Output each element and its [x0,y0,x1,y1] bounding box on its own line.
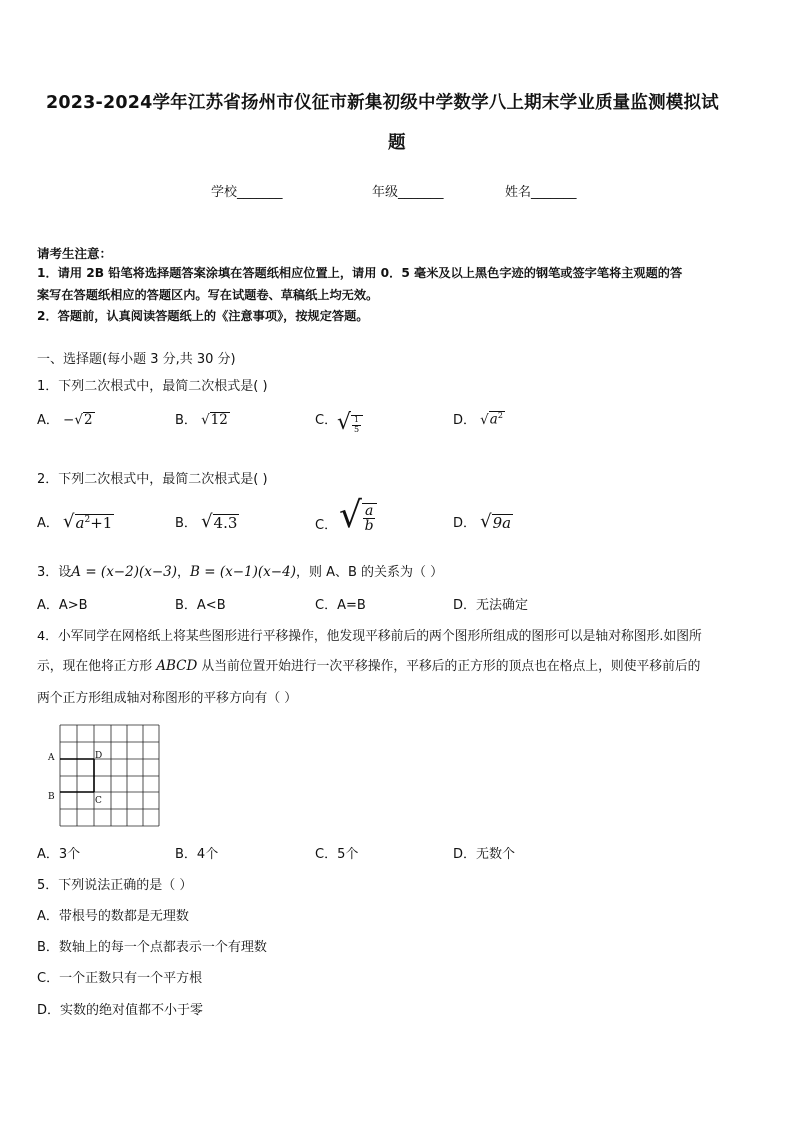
notice-item2: 2．答题前，认真阅读答题纸上的《注意事项》，按规定答题。 [37,309,369,323]
grid-lines [60,725,159,826]
q1-option-d-label: D． [453,413,477,428]
sqrt-icon: √ [74,412,83,428]
q4-grid-figure [40,720,165,830]
q1-option-a-label: A． [37,413,59,428]
q1-option-a [37,409,95,428]
notice-heading: 请考生注意： [37,246,113,261]
q2-option-b-label: B． [175,516,197,531]
q1-option-c-expr [337,412,363,434]
sqrt-icon: √ [63,511,75,532]
sqrt-icon: √ [201,412,210,428]
q3-suffix: ，则 A、B 的关系为（ ） [295,565,444,580]
q2-option-c-label: C． [315,518,338,533]
q4-option-b: B．4个 [175,847,219,862]
q4-abcd: ABCD [156,658,198,674]
sqrt-icon: √ [201,511,213,532]
grid-label-a: A [48,753,55,763]
sqrt-icon: √ [339,495,362,536]
q1-option-c-label: C． [315,413,338,428]
grid-label-c: C [95,796,102,806]
q1-option-b-label: B． [175,413,197,428]
q5-stem: 5．下列说法正确的是（ ） [37,878,193,893]
q3-option-d: D．无法确定 [453,598,529,613]
q5-option-d: D．实数的绝对值都不小于零 [37,1003,204,1018]
grid-label-d: D [95,751,103,761]
q4-line2 [37,655,700,674]
q3-option-c: C．A=B [315,598,366,613]
q2-option-a-label: A． [37,516,59,531]
q2-option-a [37,512,114,531]
q1-option-b-radicand: 12 [210,411,228,428]
q1-option-c [315,409,337,428]
q2-option-d-label: D． [453,516,477,531]
q2-option-a-base: a [75,513,85,532]
q3-expr-b: B = (x−1)(x−4) [190,564,296,580]
q5-option-b: B．数轴上的每一个点都表示一个有理数 [37,940,267,955]
section-heading: 一、选择题(每小题 3 分,共 30 分) [37,352,236,367]
q1-option-c-denominator: 5 [354,424,360,434]
q2-option-b [175,512,239,531]
q2-option-b-radicand: 4.3 [213,513,238,532]
q4-option-d: D．无数个 [453,847,516,862]
q4-line3: 两个正方形组成轴对称图形的平移方向有（ ） [37,691,298,706]
notice-item1-line1: 1．请用 2B 铅笔将选择题答案涂填在答题纸相应位置上，请用 0．5 毫米及以上黑色字迹的钢笔或签字笔将主观题的答 [37,266,683,280]
sqrt-icon: √ [337,410,352,435]
notice-item1-line2: 案写在答题纸相应的答题区内。写在试题卷、草稿纸上均无效。 [37,288,379,302]
q1-option-c-numerator: 1 [354,415,360,425]
q1-option-a-sign: − [63,412,75,428]
q1-option-d-base: a [489,411,498,428]
sqrt-icon: √ [480,412,489,428]
q2-option-c-expr [339,495,377,536]
q3-sep: ， [177,565,191,580]
q2-option-d [453,512,513,531]
q2-option-c [315,514,337,533]
page-title-line1: 2023-2024学年江苏省扬州市仪征市新集初级中学数学八上期末学业质量监测模拟试 [46,93,719,113]
q1-option-d [453,409,505,428]
grid-label-b: B [48,792,55,802]
q2-option-c-numerator: a [364,502,374,519]
q3-stem [37,561,443,580]
q4-line1: 4．小军同学在网格纸上将某些图形进行平移操作，他发现平移前后的两个图形所组成的图形可以是轴对称图形.如图所 [37,629,702,644]
q2-option-d-radicand: 9a [492,513,512,532]
q3-option-a: A．A>B [37,598,88,613]
q5-option-c: C．一个正数只有一个平方根 [37,971,203,986]
q2-option-c-denominator: b [364,518,374,535]
q1-stem: 1．下列二次根式中，最简二次根式是( ) [37,379,268,394]
q3-expr-a: A = (x−2)(x−3) [71,564,178,580]
q2-option-a-rest: +1 [90,513,113,532]
q2-stem: 2．下列二次根式中，最简二次根式是( ) [37,472,268,487]
q4-line2-post: 从当前位置开始进行一次平移操作，平移后的正方形的顶点也在格点上，则使平移前后的 [197,659,701,674]
name-field: 姓名_______ [505,185,577,200]
q2-option-a-exponent: 2 [84,514,91,525]
page-title-line2: 题 [388,133,406,153]
sqrt-icon: √ [480,511,492,532]
q1-option-d-exponent: 2 [497,411,503,421]
q1-option-b [175,409,230,428]
q4-option-a: A．3个 [37,847,81,862]
q4-option-c: C．5个 [315,847,359,862]
q1-option-a-radicand: 2 [83,411,93,428]
school-field: 学校_______ [211,185,283,200]
q5-option-a: A．带根号的数都是无理数 [37,909,189,924]
q4-line2-pre: 示，现在他将正方形 [37,659,157,674]
grade-field: 年级_______ [372,185,444,200]
q3-option-b: B．A<B [175,598,226,613]
q3-prefix: 3．设 [37,565,72,580]
